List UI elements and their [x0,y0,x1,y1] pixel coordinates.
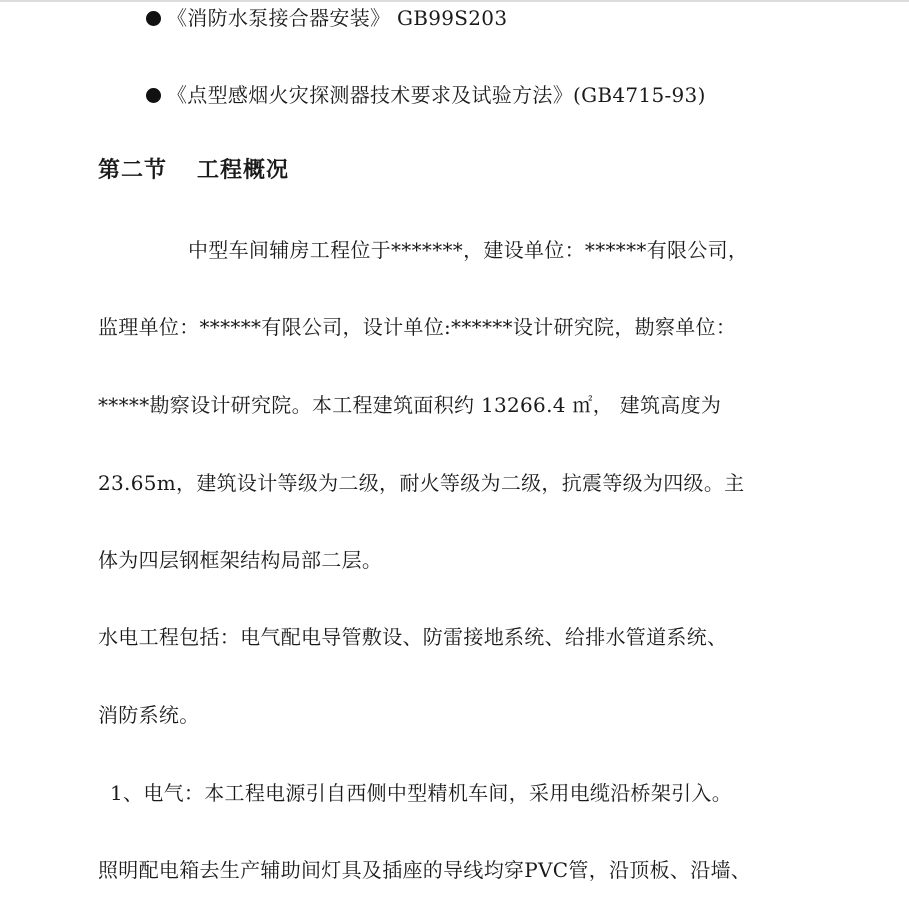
paragraph-line: 中型车间辅房工程位于*******，建设单位：******有限公司， [188,238,749,262]
paragraph-line: 水电工程包括：电气配电导管敷设、防雷接地系统、给排水管道系统、 [98,625,728,649]
paragraph-line: 体为四层钢框架结构局部二层。 [98,548,383,572]
paragraph-line: 消防系统。 [98,703,200,727]
bullet-icon [146,88,161,103]
section-heading [98,158,778,184]
paragraph-line: 23.65m，建筑设计等级为二级，耐火等级为二级，抗震等级为四级。主 [98,471,745,495]
section-title: 工程概况 [197,158,290,183]
reference-text: 《消防水泵接合器安装》 GB99S203 [167,6,508,30]
reference-text: 《点型感烟火灾探测器技术要求及试验方法》(GB4715-93) [167,83,706,107]
reference-item [146,5,826,31]
paragraph-line: 照明配电箱去生产辅助间灯具及插座的导线均穿PVC管，沿顶板、沿墙、 [98,858,752,882]
bullet-icon [146,11,161,26]
paragraph-line: *****勘察设计研究院。本工程建筑面积约 13266.4 ㎡， 建筑高度为 [98,393,722,417]
paragraph-line: 1、电气：本工程电源引自西侧中型精机车间，采用电缆沿桥架引入。 [110,781,733,805]
section-number: 第二节 [98,158,168,183]
reference-item [146,82,826,108]
paragraph-line: 监理单位：******有限公司，设计单位:******设计研究院，勘察单位： [98,315,737,339]
